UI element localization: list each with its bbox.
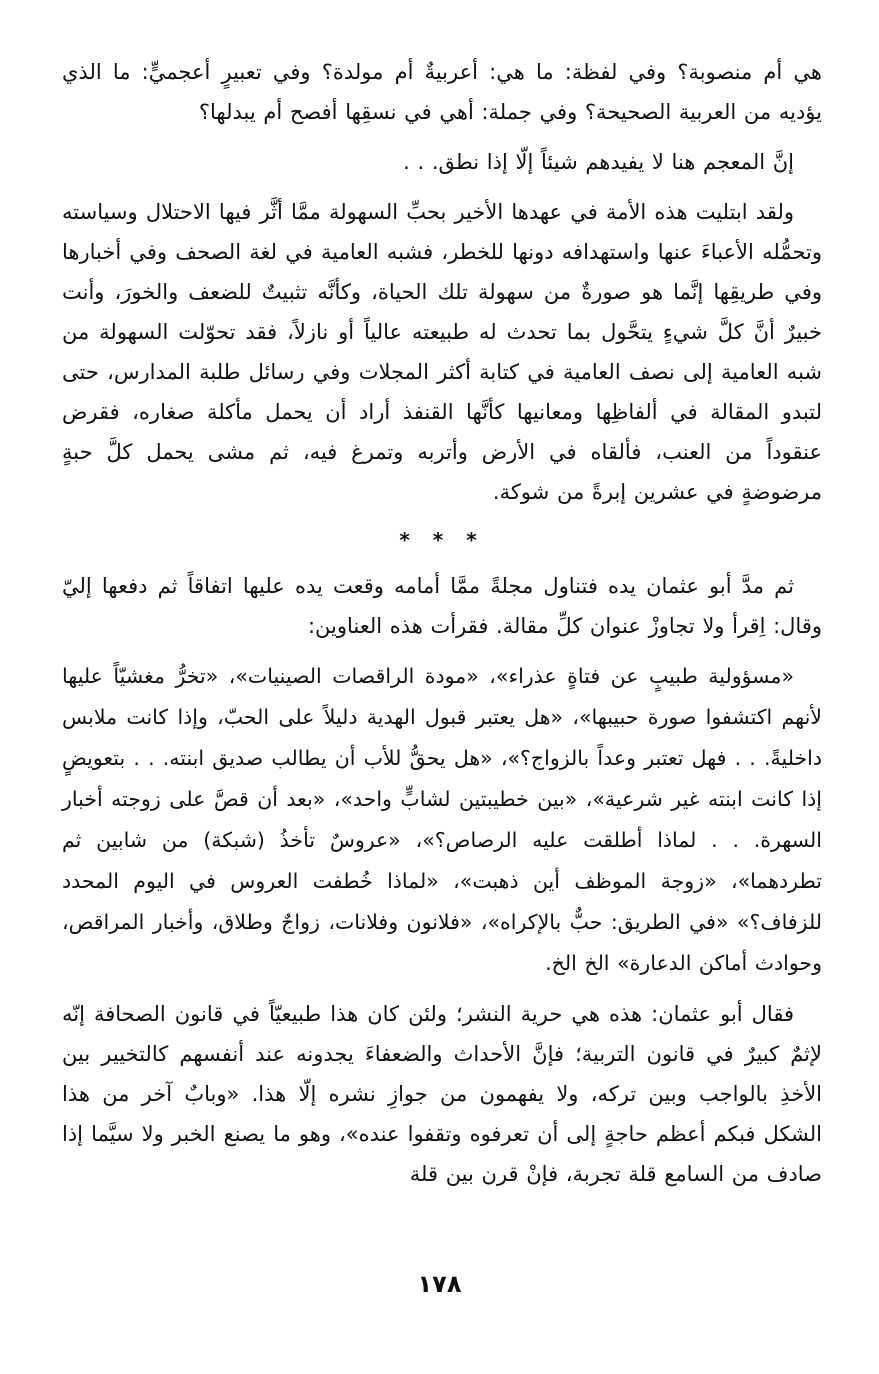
paragraph-dictionary-question: هي أم منصوبة؟ وفي لفظة: ما هي: أعربيةٌ أم مولدة؟ وفي تعبيرٍ أعجميٍّ: ما الذي يؤديه من العربية الصحيحة؟ وفي جملة: أهي في نسقِها أفصح أم يبدلها؟ — [62, 60, 822, 124]
paragraph-freedom-of-press: فقال أبو عثمان: هذه هي حرية النشر؛ ولئن كان هذا طبيعيّاً في قانون الصحافة إنّه لإثمٌ كبيرٌ في قانون التربية؛ فإنَّ الأحداث والضعفاءَ يجدونه عند أنفسهم كالتخيير بين الأخذِ بالواجب وبين تركه، ولا يفهمون من جوازِ نشره إلّا هذا. «وبابٌ آخر من هذا الشكل فبكم أعظم حاجةٍ إلى أن تعرفوه وتقفوا عنده»، وهو ما يصنع الخبر ولا سيَّما إذا صادف من السامع قلة تجربة، فإنْ قرن بين قلة — [62, 1002, 822, 1186]
section-divider: * * * — [399, 528, 485, 552]
paragraph-headlines: «مسؤولية طبيبٍ عن فتاةٍ عذراء»، «مودة الراقصات الصينيات»، «تخرُّ مغشيّاً عليها لأنهم اكتشفوا صورة حبيبها»، «هل يعتبر قبول الهدية دليلاً على الحبّ، وإذا كانت ملابس داخليةً. . . فهل تعتبر وعداً بالزواج؟»، «هل يحقُّ للأب أن يطالب صديق ابنته. . . بتعويضٍ إذا كانت ابنته غير شرعية»، «بين خطيبتين لشابٍّ واحد»، «بعد أن قصَّ على زوجته أخبار السهرة. . . لماذا أطلقت عليه الرصاص؟»، «عروسٌ تأخذُ (شبكة) من شابين ثم تطردهما»، «زوجة الموظف أين ذهبت»، «لماذا خُطفت العروس في اليوم المحدد للزفاف؟» «في الطريق: حبٌّ بالإكراه»، «فلانون وفلانات، زواجٌ وطلاق، وأخبار المراقص، وحوادث أماكن الدعارة» الخ الخ. — [62, 664, 822, 975]
paragraph-dictionary-note: إنَّ المعجم هنا لا يفيدهم شيئاً إلّا إذا نطق. . . — [403, 150, 794, 174]
page-number: ١٧٨ — [417, 1270, 462, 1298]
paragraph-magazine: ثم مدَّ أبو عثمان يده فتناول مجلةً ممَّا أمامه وقعت يده عليها اتفاقاً ثم دفعها إليّ وقال: اِقرأ ولا تجاوزْ عنوان كلِّ مقالة. فقرأت هذه العناوين: — [62, 574, 822, 638]
paragraph-easiness: ولقد ابتليت هذه الأمة في عهدها الأخير بحبِّ السهولة ممَّا أثَّر فيها الاحتلال وسياسته وتحمُّله الأعباءَ عنها واستهدافه دونها للخطر، فشبه العامية في لغة الصحف وفي أخبارها وفي طريقِها إنَّما هو صورةٌ من سهولة تلك الحياة، وكأنَّه تثبيتٌ للضعف والخورَ، وأنت خبيرٌ أنَّ كلَّ شيءٍ يتحَّول بما تحدث له طبيعته عالياً أو نازلاً، فقد تحوّلت السهولة من شبه العامية إلى نصف العامية في كتابة أكثر المجلات وفي رسائل طلبة المدارس، حتى لتبدو المقالة في ألفاظِها ومعانيها كأنَّها القنفذ أراد أن يحمل مأكلة صغاره، فقرض عنقوداً من العنب، فألقاه في الأرض وأتربه وتمرغ فيه، ثم مشى يحمل كلَّ حبةٍ مرضوضةٍ في عشرين إبرةً من شوكة. — [62, 200, 822, 504]
page-body — [62, 52, 822, 1200]
